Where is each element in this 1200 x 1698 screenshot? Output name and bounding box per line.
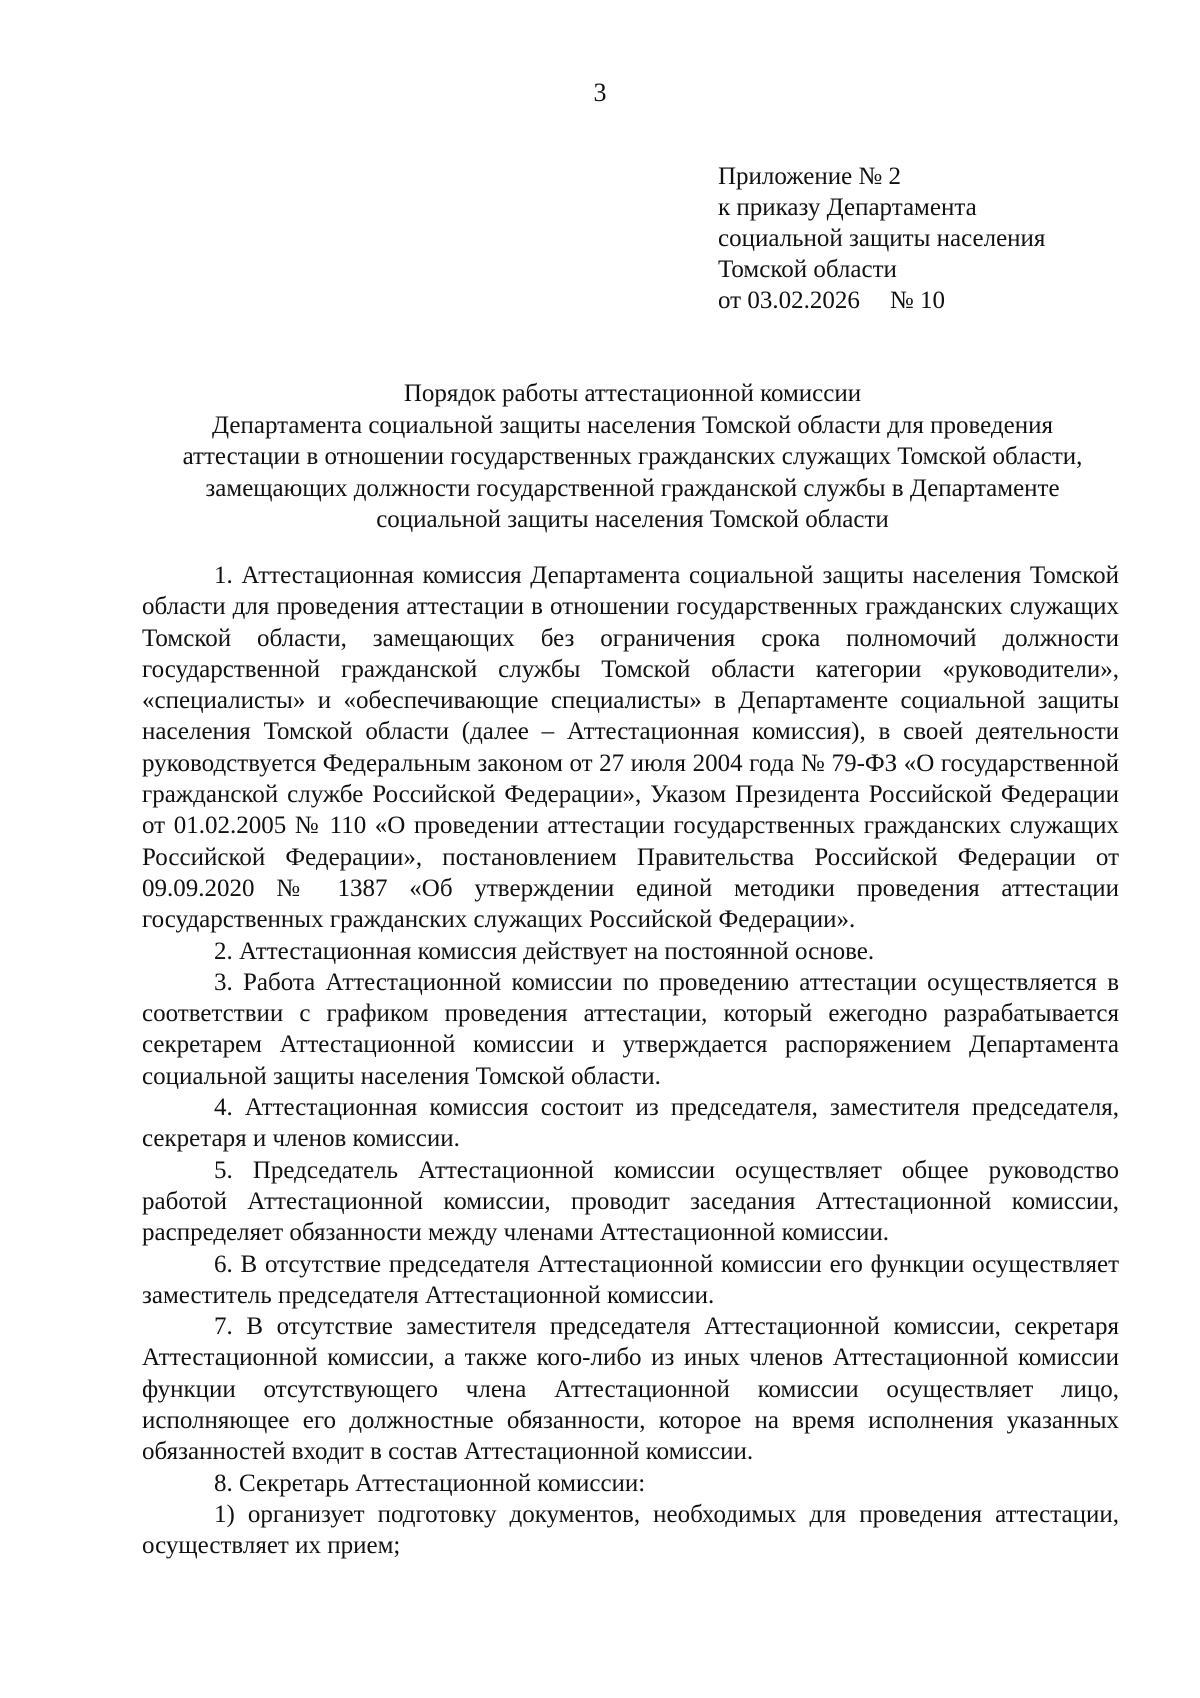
- annex-date-line: [718, 285, 1178, 316]
- annex-line: социальной защиты населения: [718, 225, 1046, 252]
- paragraph-6: 6. В отсутствие председателя Аттестационной комиссии его функции осуществляет заместитель председателя Аттестационной комиссии.: [142, 1250, 1119, 1309]
- title-line: Департамента социальной защиты населения Томской области для проведения: [212, 411, 1053, 439]
- title-line: аттестации в отношении государственных гражданских служащих Томской области,: [182, 443, 1083, 470]
- paragraph-8-item-1: 1) организует подготовку документов, необходимых для проведения аттестации, осуществляет их прием;: [142, 1500, 1119, 1560]
- order-number: № 10: [889, 287, 945, 314]
- annex-line: Приложение № 2: [718, 163, 902, 190]
- annex-header: [718, 161, 1178, 316]
- paragraph-7: 7. В отсутствие заместителя председателя Аттестационной комиссии, секретаря Аттестационной комиссии, а также кого-либо из иных членов Аттестационной комиссии функции отсутствующего члена Аттестационной комиссии осуществляет лицо, исполняющее его должностные обязанности, которое на время исполнения указанных обязанностей входит в состав Аттестационной комиссии.: [142, 1313, 1119, 1466]
- annex-line: Томской области: [718, 256, 897, 283]
- title-line: социальной защиты населения Томской области: [376, 506, 889, 533]
- title-line: замещающих должности государственной гражданской службы в Департаменте: [205, 474, 1060, 502]
- paragraph-4: 4. Аттестационная комиссия состоит из председателя, заместителя председателя, секретаря и членов комиссии.: [142, 1094, 1119, 1153]
- annex-line: к приказу Департамента: [718, 194, 977, 221]
- title-line: Порядок работы аттестационной комиссии: [403, 380, 862, 407]
- paragraph-5: 5. Председатель Аттестационной комиссии осуществляет общее руководство работой Аттестационной комиссии, проводит заседания Аттестационной комиссии, распределяет обязанности между членами Аттестационной комиссии.: [142, 1156, 1119, 1247]
- document-body: [142, 560, 1119, 1562]
- paragraph-8: 8. Секретарь Аттестационной комиссии:: [214, 1469, 646, 1497]
- order-date: от 03.02.2026: [718, 287, 860, 314]
- paragraph-2: 2. Аттестационная комиссия действует на постоянной основе.: [214, 937, 875, 965]
- page-number: 3: [593, 78, 607, 107]
- paragraph-3: 3. Работа Аттестационной комиссии по проведению аттестации осуществляется в соответствии с графиком проведения аттестации, который ежегодно разрабатывается секретарем Аттестационной комиссии и утверждается распоряжением Департамента социальной защиты населения Томской области.: [142, 968, 1119, 1090]
- paragraph-1: 1. Аттестационная комиссия Департамента социальной защиты населения Томской области для проведения аттестации в отношении государственных гражданских служащих Томской области, замещающих без ограничения срока полномочий должности государственной гражданской службы Томской области категории «руководители», «специалисты» и «обеспечивающие специалисты» в Департаменте социальной защиты населения Томской области (далее – Аттестационная комиссия), в своей деятельности руководствуется Федеральным законом от 27 июля 2004 года № 79-ФЗ «О государственной гражданской службе Российской Федерации», Указом Президента Российской Федерации от 01.02.2005 № 110 «О проведении аттестации государственных гражданских служащих Российской Федерации», постановлением Правительства Российской Федерации от 09.09.2020 № 1387 «Об утверждении единой методики проведения аттестации государственных гражданских служащих Российской Федерации».: [142, 562, 1119, 934]
- document-title: [120, 378, 1145, 536]
